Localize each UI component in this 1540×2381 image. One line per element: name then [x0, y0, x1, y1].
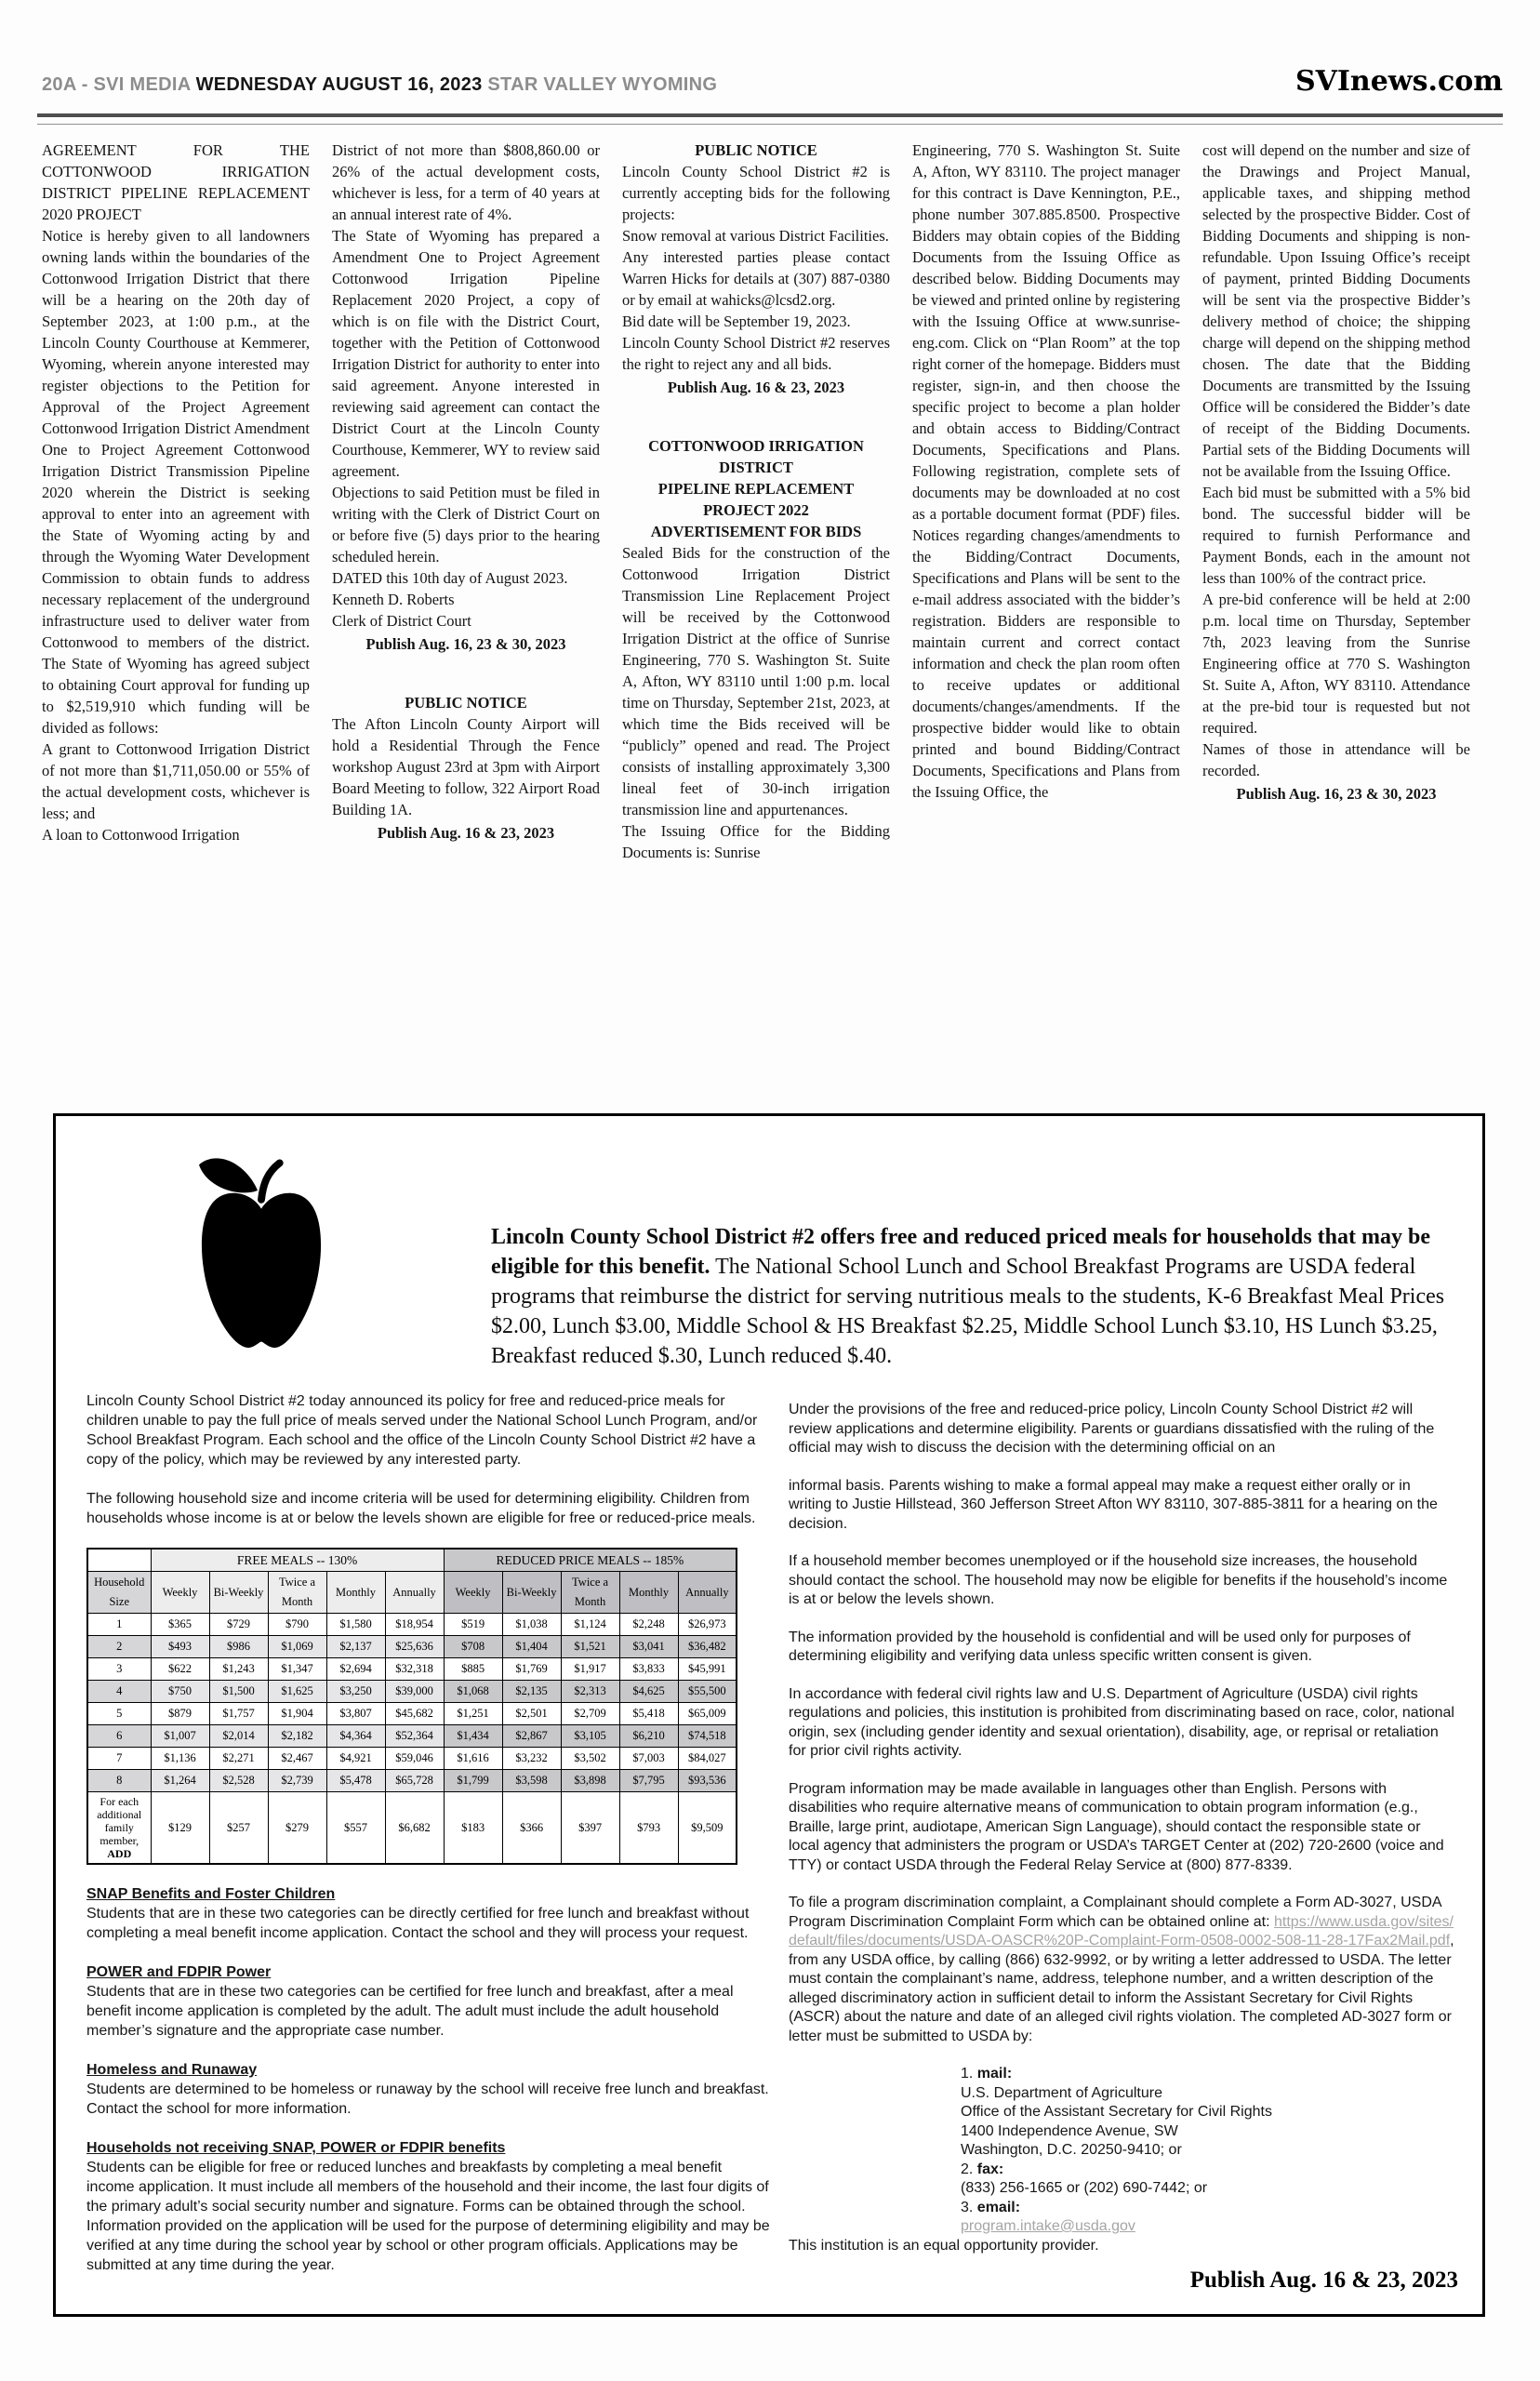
table-cell: $45,991	[678, 1658, 737, 1681]
table-cell: $1,251	[444, 1703, 502, 1725]
contact-line: 1400 Independence Avenue, SW	[961, 2122, 1178, 2139]
publish-line: Publish Aug. 16 & 23, 2023	[377, 824, 555, 842]
notice-paragraph: cost will depend on the number and size of the Drawings and Project Manual, applicable taxes, and shipping method selected by the prospective Bidder. Cost of Bidding Documents and shipping is non-refundable. Upon Issuing Office’s receipt of payment, printed Bidding Documents will be sent via the prospective Bidder’s delivery method of choice; the shipping charge will depend on the shipping method chosen. The date that the Bidding Documents are transmitted by the Issuing Office will be considered the Bidder’s date of receipt of the Bidding Documents. Partial sets of the Bidding Documents will not be available from the Issuing Office.	[1202, 141, 1470, 480]
notice-heading-line: PIPELINE REPLACEMENT	[657, 480, 855, 498]
complaint-form-link[interactable]: https://www.usda.gov/sites/default/files/documents/USDA-OASCR%20P-Complaint-Form-0508-0002-508-11-28-17Fax2Mail.pdf	[789, 1913, 1454, 1949]
notice-column-5	[1202, 140, 1470, 863]
ad-left-sections	[86, 1884, 771, 2275]
table-cell: $790	[268, 1614, 326, 1636]
ad-paragraph: The information provided by the household is confidential and will be used only for purposes of determining eligibility and verifying data unless specific written consent is given.	[789, 1629, 1411, 1664]
publish-line: Publish Aug. 16 & 23, 2023	[667, 379, 845, 396]
ad-left-column	[86, 1391, 771, 2275]
table-cell: $3,105	[561, 1725, 619, 1748]
table-cell: $885	[444, 1658, 502, 1681]
section-heading: Households not receiving SNAP, POWER or FDPIR benefits	[86, 2140, 506, 2156]
notice-heading: PUBLIC NOTICE	[695, 141, 817, 159]
table-cell: $4,921	[326, 1748, 385, 1770]
table-cell: $45,682	[385, 1703, 444, 1725]
contact-line: Office of the Assistant Secretary for Civil Rights	[961, 2104, 1272, 2120]
table-cell: $2,014	[209, 1725, 268, 1748]
table-cell: $4,625	[619, 1681, 678, 1703]
table-cell: $2,137	[326, 1636, 385, 1658]
notice-paragraph: DATED this 10th day of August 2023.	[332, 569, 568, 587]
free-meals-group-header: FREE MEALS -- 130%	[151, 1549, 444, 1572]
column-header: Monthly	[619, 1572, 678, 1614]
table-add-row	[87, 1792, 737, 1865]
publish-line: Publish Aug. 16, 23 & 30, 2023	[1236, 785, 1437, 803]
table-cell: $1,068	[444, 1681, 502, 1703]
table-cell: $365	[151, 1614, 209, 1636]
ad-right-column	[789, 1401, 1454, 2274]
table-cell: $366	[502, 1792, 561, 1865]
section-heading: SNAP Benefits and Foster Children	[86, 1886, 336, 1902]
notice-paragraph: Bid date will be September 19, 2023.	[622, 313, 851, 330]
notice-paragraph: A loan to Cottonwood Irrigation	[42, 826, 240, 844]
additional-member-label: For each additional family member, ADD	[87, 1792, 151, 1865]
notice-paragraph: The Issuing Office for the Bidding Documents is: Sunrise	[622, 822, 890, 861]
ad-intro	[491, 1222, 1475, 1371]
section-body: Students are determined to be homeless or runaway by the school will receive free lunch and breakfast. Contact the school for more information.	[86, 2082, 769, 2117]
table-cell: $7,795	[619, 1770, 678, 1792]
table-cell: $18,954	[385, 1614, 444, 1636]
table-cell: $1,347	[268, 1658, 326, 1681]
table-row	[87, 1658, 737, 1681]
table-cell: $84,027	[678, 1748, 737, 1770]
table-cell: $1,917	[561, 1658, 619, 1681]
site-title: SVInews.com	[1294, 65, 1503, 98]
table-cell: $708	[444, 1636, 502, 1658]
table-cell: $557	[326, 1792, 385, 1865]
table-cell: $2,501	[502, 1703, 561, 1725]
table-cell: $257	[209, 1792, 268, 1865]
table-cell: $2,709	[561, 1703, 619, 1725]
column-header: Weekly	[151, 1572, 209, 1614]
school-meals-ad	[53, 1113, 1485, 2317]
table-cell: $59,046	[385, 1748, 444, 1770]
page-edition-label: 20A - SVI MEDIA	[42, 74, 196, 95]
notice-paragraph: The State of Wyoming has prepared a Amendment One to Project Agreement Cottonwood Irrigation Pipeline Replacement 2020 Project, a copy of which is on file with the District Court, together with the Petition of Cottonwood Irrigation District for authority to enter into said agreement. Anyone interested in reviewing said agreement can contact the District Court at the Lincoln County Courthouse, Kemmerer, WY to review said agreement.	[332, 227, 600, 480]
column-header: Weekly	[444, 1572, 502, 1614]
email-link[interactable]: program.intake@usda.gov	[961, 2218, 1135, 2234]
masthead-left	[42, 74, 717, 96]
table-cell: $6,210	[619, 1725, 678, 1748]
table-cell: $9,509	[678, 1792, 737, 1865]
table-cell: $2,467	[268, 1748, 326, 1770]
table-cell: $622	[151, 1658, 209, 1681]
table-cell: $1,124	[561, 1614, 619, 1636]
table-cell: $65,009	[678, 1703, 737, 1725]
notice-heading-line: ADVERTISEMENT FOR BIDS	[650, 523, 862, 540]
table-cell: $5,478	[326, 1770, 385, 1792]
complaint-text-post: , from any USDA office, by calling (866) 632-9992, or by writing a letter addressed to USDA. The letter must contain the complainant’s name, address, telephone number, and a written description of the alleged discriminatory action in sufficient detail to inform the Assistant Secretary for Civil Rights (ASCR) about the nature and date of an alleged civil rights violation. The completed AD-3027 form or letter must be submitted to USDA by:	[789, 1933, 1454, 2044]
ad-intro-body: The National School Lunch and School Breakfast Programs are USDA federal programs that reimburse the district for serving nutritious meals to the students, K-6 Breakfast Meal Prices $2.00, Lunch $3.00, Middle School & HS Breakfast $2.25, Middle School Lunch $3.10, HS Lunch $3.25, Breakfast reduced $.30, Lunch reduced $.40.	[491, 1255, 1445, 1368]
column-header: Twice a Month	[561, 1572, 619, 1614]
publish-line: Publish Aug. 16, 23 & 30, 2023	[365, 635, 566, 653]
notice-paragraph: Any interested parties please contact Warren Hicks for details at (307) 887-0380 or by email at wahicks@lcsd2.org.	[622, 248, 890, 309]
table-cell: $279	[268, 1792, 326, 1865]
household-size-cell: 6	[87, 1725, 151, 1748]
ad-intro-headline: Lincoln County School District #2 offers free and reduced priced meals for households that may be eligible for this benefit.	[491, 1225, 1430, 1279]
section-body: Students that are in these two categories can be certified for free lunch and breakfast, after a meal benefit income application is completed by the adult. The adult must include the adult household member’s signature and the appropriate case number.	[86, 1984, 734, 2039]
table-cell: $879	[151, 1703, 209, 1725]
complaint-paragraph	[789, 1894, 1454, 2046]
household-size-cell: 3	[87, 1658, 151, 1681]
notice-heading-line: DISTRICT	[719, 459, 793, 476]
apple-icon	[197, 1142, 325, 1363]
table-cell: $1,136	[151, 1748, 209, 1770]
household-size-cell: 1	[87, 1614, 151, 1636]
notice-paragraph: The Afton Lincoln County Airport will hold a Residential Through the Fence workshop August 23rd at 3pm with Airport Board Meeting to follow, 322 Airport Road Building 1A.	[332, 715, 600, 818]
ad-paragraph: In accordance with federal civil rights law and U.S. Department of Agriculture (USDA) civil rights regulations and policies, this institution is prohibited from discriminating based on race, color, national origin, sex (including gender identity and sexual orientation), disability, age, or reprisal or retaliation for prior civil rights activity.	[789, 1685, 1454, 1759]
column-header: Bi-Weekly	[502, 1572, 561, 1614]
table-cell: $2,271	[209, 1748, 268, 1770]
table-cell: $5,418	[619, 1703, 678, 1725]
table-cell: $3,833	[619, 1658, 678, 1681]
table-cell: $2,867	[502, 1725, 561, 1748]
notice-paragraph: Snow removal at various District Facilities.	[622, 227, 889, 245]
contact-methods	[961, 2065, 1454, 2237]
table-cell: $1,799	[444, 1770, 502, 1792]
table-cell: $183	[444, 1792, 502, 1865]
table-cell: $397	[561, 1792, 619, 1865]
table-cell: $65,728	[385, 1770, 444, 1792]
table-row	[87, 1681, 737, 1703]
eligibility-paragraph: The following household size and income criteria will be used for determining eligibility. Children from households whose income is at or below the levels shown are eligible for free or reduced-price meals.	[86, 1491, 756, 1526]
column-header: Annually	[678, 1572, 737, 1614]
table-cell: $1,434	[444, 1725, 502, 1748]
table-cell: $1,404	[502, 1636, 561, 1658]
column-header: Annually	[385, 1572, 444, 1614]
contact-line: Washington, D.C. 20250-9410; or	[961, 2142, 1182, 2158]
table-cell: $3,898	[561, 1770, 619, 1792]
notice-paragraph: Names of those in attendance will be recorded.	[1202, 740, 1470, 779]
contact-method-label: 2. fax:	[961, 2161, 1004, 2177]
household-size-cell: 2	[87, 1636, 151, 1658]
notice-paragraph: Notice is hereby given to all landowners owning lands within the boundaries of the Cottonwood Irrigation District that there will be a hearing on the 20th day of September 2023, at 1:00 p.m., at the Lincoln County Courthouse at Kemmerer, Wyoming, wherein anyone interested may register objections to the Petition for Approval of the Project Agreement Cottonwood Irrigation District Amendment One to Project Agreement Cottonwood Irrigation District Transmission Pipeline 2020 wherein the District is seeking approval to enter into an agreement with the State of Wyoming acting by and through the Wyoming Water Development Commission to obtain funds to address necessary replacement of the underground infrastructure used to deliver water from Cottonwood to members of the district. The State of Wyoming has agreed subject to obtaining Court approval for funding up to $2,519,910 which funding will be divided as follows:	[42, 227, 310, 737]
table-cell: $1,264	[151, 1770, 209, 1792]
notice-paragraph: Kenneth D. Roberts	[332, 591, 455, 608]
notice-heading-line: COTTONWOOD IRRIGATION	[648, 437, 864, 455]
ad-paragraph: informal basis. Parents wishing to make a formal appeal may make a request either orally or in writing to Justie Hillstead, 360 Jefferson Street Afton WY 83110, 307-885-3811 for a hearing on the decision.	[789, 1477, 1438, 1532]
contact-line: U.S. Department of Agriculture	[961, 2084, 1162, 2101]
table-cell: $493	[151, 1636, 209, 1658]
notice-column-1	[42, 140, 310, 863]
table-row	[87, 1636, 737, 1658]
masthead	[42, 65, 1503, 98]
table-cell: $74,518	[678, 1725, 737, 1748]
table-head	[87, 1549, 737, 1614]
section-heading: POWER and FDPIR Power	[86, 1964, 272, 1980]
household-size-cell: 8	[87, 1770, 151, 1792]
notice-column-3	[622, 140, 890, 863]
column-header: Bi-Weekly	[209, 1572, 268, 1614]
notice-paragraph: Sealed Bids for the construction of the Cottonwood Irrigation District Transmission Line Replacement Project will be received by the Cottonwood Irrigation District at the office of Sunrise Engineering, 770 S. Washington St. Suite A, Afton, WY 83110 until 1:00 p.m. local time on Thursday, September 21st, 2023, at which time the Bids received will be “publicly” opened and read. The Project consists of installing approximately 3,300 lineal feet of 30-inch irrigation transmission line and appurtenances.	[622, 544, 890, 818]
table-cell: $1,243	[209, 1658, 268, 1681]
table-row	[87, 1748, 737, 1770]
notice-heading	[622, 435, 890, 542]
table-cell: $52,364	[385, 1725, 444, 1748]
table-cell: $519	[444, 1614, 502, 1636]
table-cell: $793	[619, 1792, 678, 1865]
household-size-cell: 4	[87, 1681, 151, 1703]
contact-line: (833) 256-1665 or (202) 690-7442; or	[961, 2180, 1208, 2196]
table-cell: $1,007	[151, 1725, 209, 1748]
column-header: Monthly	[326, 1572, 385, 1614]
policy-paragraph: Lincoln County School District #2 today announced its policy for free and reduced-price meals for children unable to pay the full price of meals served under the National School Lunch Program, and/or School Breakfast Program. Each school and the office of the Lincoln County School District #2 have a copy of the policy, which may be reviewed by any interested party.	[86, 1393, 758, 1468]
table-cell: $729	[209, 1614, 268, 1636]
table-cell: $986	[209, 1636, 268, 1658]
ad-publish-line: Publish Aug. 16 & 23, 2023	[1189, 2268, 1458, 2293]
table-row	[87, 1770, 737, 1792]
contact-method-label: 3. email:	[961, 2199, 1021, 2215]
contact-method-label: 1. mail:	[961, 2066, 1013, 2082]
notice-paragraph: Clerk of District Court	[332, 612, 471, 630]
masthead-date: WEDNESDAY AUGUST 16, 2023	[195, 74, 483, 95]
table-cell: $6,682	[385, 1792, 444, 1865]
table-row	[87, 1725, 737, 1748]
table-cell: $3,598	[502, 1770, 561, 1792]
table-cell: $36,482	[678, 1636, 737, 1658]
table-cell: $1,038	[502, 1614, 561, 1636]
section-body: Students can be eligible for free or reduced lunches and breakfasts by completing a meal benefit income application. It must include all members of the household and their income, the last four digits of the primary adult’s social security number and signature. Forms can be obtained through the school. Information provided on the application will be used for the purpose of determining eligibility and may be verified at any time during the school year by school or other program officials. Applications may be submitted at any time during the year.	[86, 2160, 770, 2273]
table-cell: $1,069	[268, 1636, 326, 1658]
table-column-header-row	[87, 1572, 737, 1614]
table-cell: $1,500	[209, 1681, 268, 1703]
table-cell: $1,616	[444, 1748, 502, 1770]
masthead-region: STAR VALLEY WYOMING	[482, 74, 718, 95]
table-cell: $7,003	[619, 1748, 678, 1770]
notice-paragraph: Each bid must be submitted with a 5% bid bond. The successful bidder will be required to furnish Performance and Payment Bonds, each in the amount not less than 100% of the contract price.	[1202, 484, 1470, 587]
notice-paragraph: Lincoln County School District #2 is currently accepting bids for the following projects:	[622, 163, 890, 223]
table-cell: $3,250	[326, 1681, 385, 1703]
section-body: Students that are in these two categories can be directly certified for free lunch and breakfast without completing a meal benefit income application. Contact the school and they will process your request.	[86, 1906, 750, 1941]
ad-right-paragraphs	[789, 1401, 1454, 1875]
table-cell: $2,135	[502, 1681, 561, 1703]
table-cell: $2,739	[268, 1770, 326, 1792]
notice-heading: PUBLIC NOTICE	[405, 694, 527, 712]
notice-heading-line: PROJECT 2022	[703, 501, 809, 519]
notice-column-2	[332, 140, 600, 863]
table-cell: $25,636	[385, 1636, 444, 1658]
table-cell: $26,973	[678, 1614, 737, 1636]
ad-paragraph: If a household member becomes unemployed or if the household size increases, the household should contact the school. The household may now be eligible for benefits if the household’s income is at or below the levels shown.	[789, 1553, 1448, 1607]
table-cell: $1,521	[561, 1636, 619, 1658]
table-row	[87, 1614, 737, 1636]
equal-opportunity-line: This institution is an equal opportunity provider.	[789, 2237, 1099, 2254]
table-cell: $3,807	[326, 1703, 385, 1725]
table-cell: $2,313	[561, 1681, 619, 1703]
table-cell: $2,248	[619, 1614, 678, 1636]
column-header: Twice a Month	[268, 1572, 326, 1614]
household-size-cell: 7	[87, 1748, 151, 1770]
table-cell: $3,502	[561, 1748, 619, 1770]
notices-section	[42, 140, 1470, 863]
table-cell: $3,041	[619, 1636, 678, 1658]
table-cell: $2,694	[326, 1658, 385, 1681]
table-cell: $1,580	[326, 1614, 385, 1636]
household-size-cell: 5	[87, 1703, 151, 1725]
notice-paragraph: Objections to said Petition must be filed in writing with the Clerk of District Court on or before five (5) days prior to the hearing scheduled herein.	[332, 484, 600, 565]
table-cell: $1,625	[268, 1681, 326, 1703]
table-group-header-row	[87, 1549, 737, 1572]
table-cell: $2,182	[268, 1725, 326, 1748]
reduced-meals-group-header: REDUCED PRICE MEALS -- 185%	[444, 1549, 737, 1572]
notice-paragraph: Engineering, 770 S. Washington St. Suite A, Afton, WY 83110. The project manager for this contract is Dave Kennington, P.E., phone number 307.885.8500. Prospective Bidders may obtain copies of the Bidding Documents from the Issuing Office as described below. Bidding Documents may be viewed and printed online by registering with the Issuing Office at www.sunrise-eng.com. Click on “Plan Room” at the top right corner of the homepage. Bidders must register, sign-in, and then choose the specific project to become a plan holder and obtain access to Bidding/Contract Documents, Specifications and Plans. Following registration, complete sets of documents may be downloaded at no cost as a portable document format (PDF) files. Notices regarding changes/amendments to the Bidding/Contract Documents, Specifications and Plans will be sent to the e-mail address associated with the bidder’s registration. Bidders are responsible to maintain current and correct contact information and check the plan room often to receive updates or additional documents/changes/amendments. If the prospective bidder would like to obtain printed and bound Bidding/Contract Documents, Specifications and Plans from the Issuing Office, the	[912, 141, 1180, 801]
notice-paragraph: A grant to Cottonwood Irrigation District of not more than $1,711,050.00 or 55% of the actual development costs, whichever is less; and	[42, 740, 310, 822]
table-cell: $1,769	[502, 1658, 561, 1681]
table-cell: $4,364	[326, 1725, 385, 1748]
table-cell: $129	[151, 1792, 209, 1865]
table-body	[87, 1614, 737, 1865]
notice-paragraph: Lincoln County School District #2 reserves the right to reject any and all bids.	[622, 334, 890, 373]
notice-heading: AGREEMENT FOR THE COTTONWOOD IRRIGATION DISTRICT PIPELINE REPLACEMENT 2020 PROJECT	[42, 141, 310, 223]
table-cell: $1,904	[268, 1703, 326, 1725]
complaint-text-pre: To file a program discrimination complaint, a Complainant should complete a Form AD-3027, USDA Program Discrimination Complaint Form which can be obtained online at:	[789, 1895, 1441, 1930]
income-table	[86, 1548, 737, 1865]
ad-paragraph: Under the provisions of the free and reduced-price policy, Lincoln County School District #2 will review applications and determine eligibility. Parents or guardians dissatisfied with the ruling of the official may wish to discuss the decision with the determining official on an	[789, 1402, 1435, 1456]
table-corner-cell	[87, 1549, 151, 1572]
notice-paragraph: District of not more than $808,860.00 or 26% of the actual development costs, whichever is less, for a term of 40 years at an annual interest rate of 4%.	[332, 141, 600, 223]
table-cell: $3,232	[502, 1748, 561, 1770]
section-heading: Homeless and Runaway	[86, 2062, 258, 2078]
notice-paragraph: A pre-bid conference will be held at 2:00 p.m. local time on Thursday, September 7th, 2023 leaving from the Sunrise Engineering office at 770 S. Washington St. Suite A, Afton, WY 83110. Attendance at the pre-bid tour is requested but not required.	[1202, 591, 1470, 737]
table-cell: $1,757	[209, 1703, 268, 1725]
table-cell: $32,318	[385, 1658, 444, 1681]
notice-column-4	[912, 140, 1180, 863]
table-cell: $55,500	[678, 1681, 737, 1703]
ad-paragraph: Program information may be made available in languages other than English. Persons with disabilities who require alternative means of communication to obtain program information (e.g., Braille, large print, audiotape, American Sign Language), should contact the responsible state or local agency that administers the program or USDA’s TARGET Center at (202) 720-2600 (voice and TTY) or contact USDA through the Federal Relay Service at (800) 877-8339.	[789, 1780, 1444, 1873]
table-cell: $2,528	[209, 1770, 268, 1792]
table-cell: $93,536	[678, 1770, 737, 1792]
column-header: Household Size	[87, 1572, 151, 1614]
table-cell: $750	[151, 1681, 209, 1703]
table-cell: $39,000	[385, 1681, 444, 1703]
masthead-divider	[37, 113, 1503, 125]
table-row	[87, 1703, 737, 1725]
